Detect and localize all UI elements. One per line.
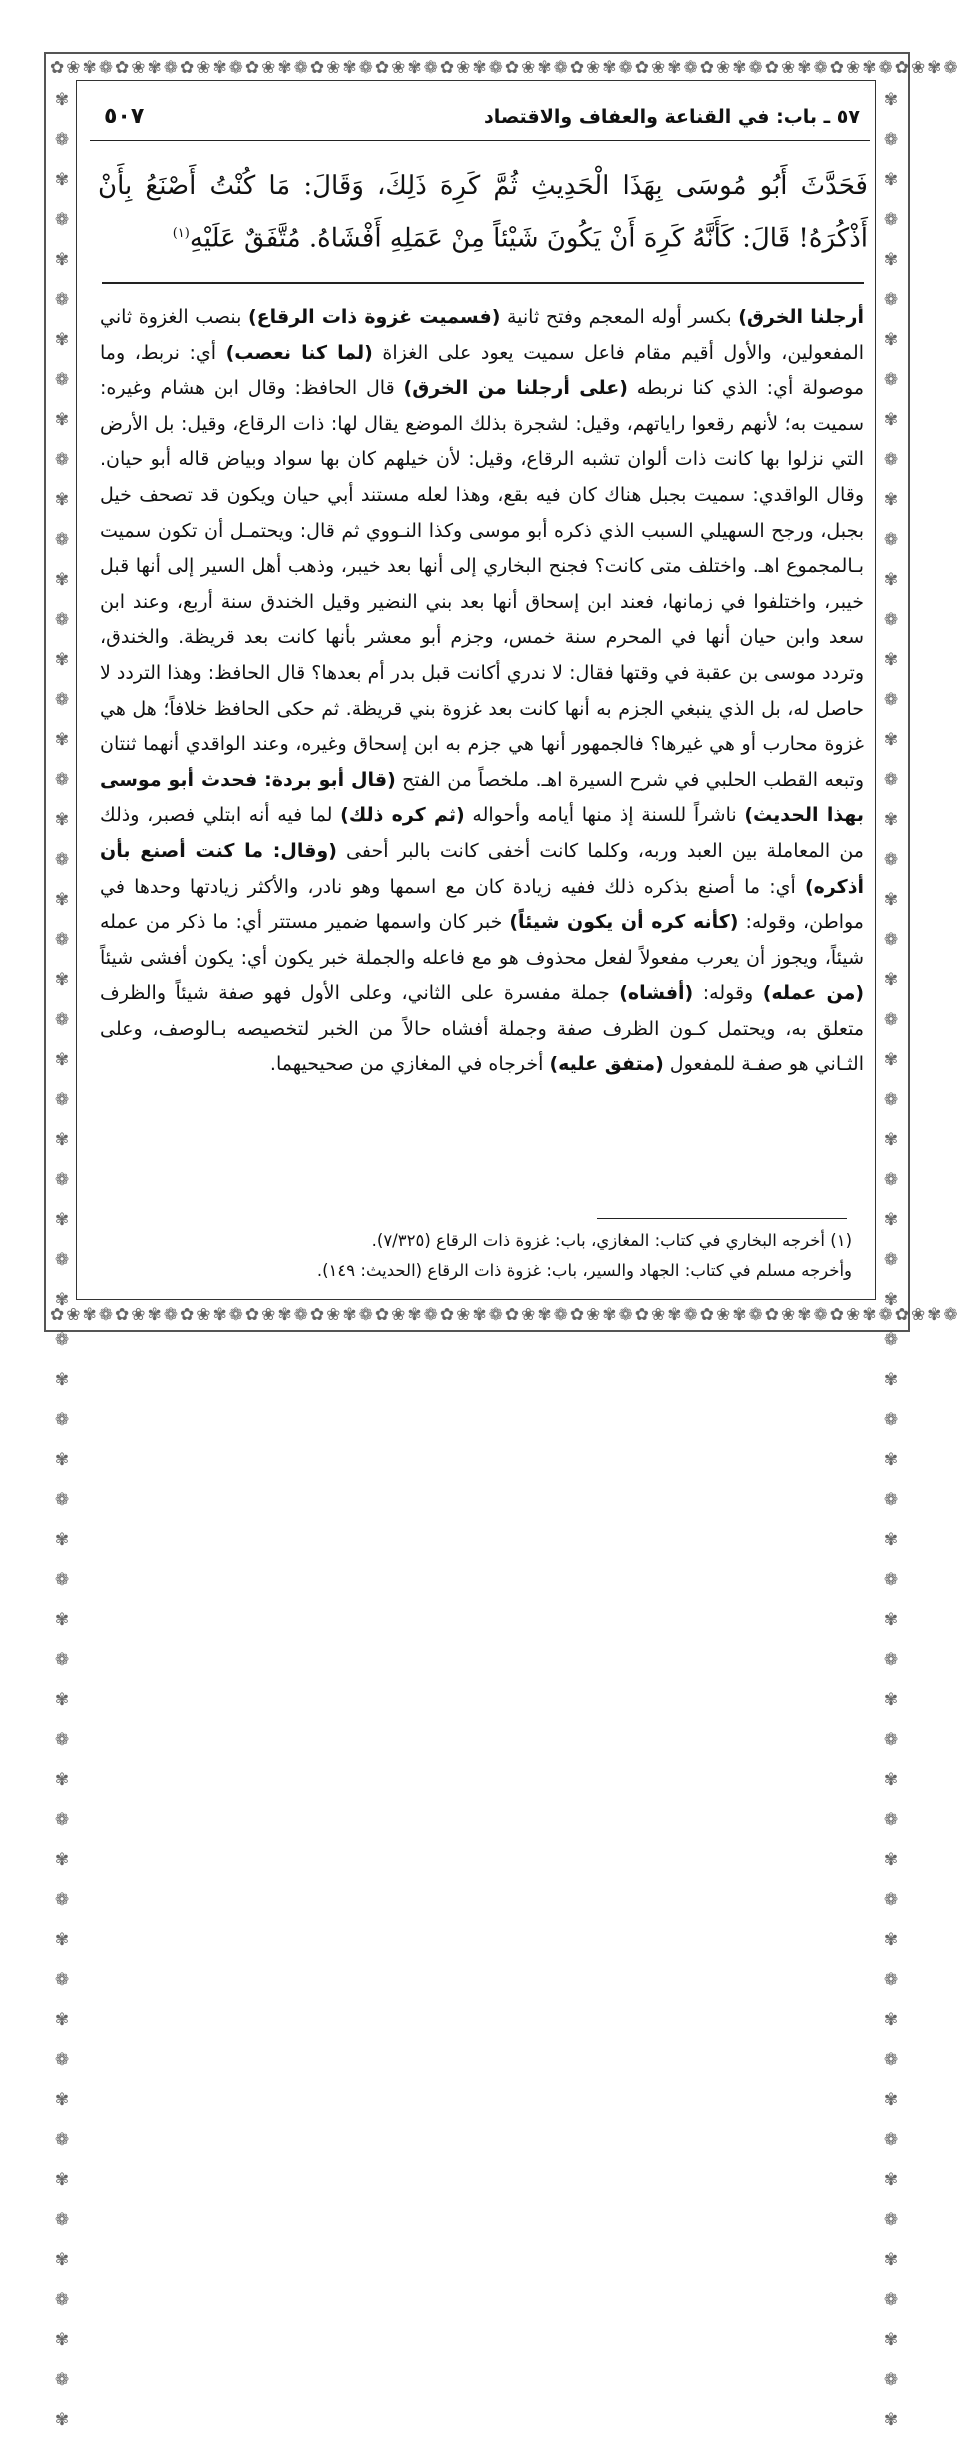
commentary-segment: أخرجاه في المغازي من صحيحيهما. — [269, 1053, 550, 1076]
hadith-text — [98, 162, 868, 263]
ornament-left: ✾❁✾❁✾❁✾❁✾❁✾❁✾❁✾❁✾❁✾❁✾❁✾❁✾❁✾❁✾❁✾❁✾❁✾❁✾❁✾❁✾❁✾❁✾❁✾❁✾❁✾❁✾❁✾❁✾❁✾ — [54, 90, 72, 2430]
commentary-quote: (أفشاه) — [619, 982, 694, 1005]
commentary-paragraph — [100, 300, 864, 1083]
commentary-quote: أرجلنا الخرق) — [738, 306, 864, 328]
commentary-quote: (لما كنا نعصب) — [225, 341, 373, 364]
commentary-quote: (على أرجلنا من الخرق) — [403, 377, 628, 400]
running-header — [90, 96, 860, 136]
header-divider — [90, 140, 870, 141]
footnote-2: وأخرجه مسلم في كتاب: الجهاد والسير، باب: غزوة ذات الرقاع (الحديث: ١٤٩). — [316, 1261, 852, 1280]
footnote-reference: (١) — [172, 226, 190, 241]
commentary-segment: وقوله: — [693, 982, 763, 1005]
commentary-quote: (كأنه كره أن يكون شيئاً) — [509, 911, 739, 934]
commentary-segment: بنصب الغزوة ثاني المفعولين، والأول أقيم مقام فاعل سميت يعود على الغزاة — [100, 306, 864, 364]
commentary-segment: قال الحافظ: وقال ابن هشام وغيره: سميت به؛ لأنهم رقعوا راياتهم، وقيل: لشجرة بذلك الموضع يقال لها: ذات الرقاع، وقيل: بل الأرض التي نزلوا بها كانت ذات ألوان تشبه الرقاع، وقيل: لأن خيلهم كان بها سواد وبياض قاله أبو حيان. وقال الواقدي: سميت بجبل هناك كان فيه بقع، وهذا لعله مستند أبي حيان ويكون قد تصحف خيل بجبل، ورجح السهيلي السبب الذي ذكره أبو موسى وكذا النـووي ثم قال: ويحتمـل أن تكون سميت بـالمجموع اهـ. واختلف متى كانت؟ فجنح البخاري إلى أنها بعد خيبر، وذهب أهل السير إلى أنها قبل خيبر، واختلفوا في زمانها، فعند ابن إسحاق أنها بعد بني النضير وقيل الخندق سنة أربع، وعند ابن سعد وابن حيان أنها في المحرم سنة خمس، وجزم أبو معشر بأنها كانت بعد قريظة. والخندق، وتردد موسى بن عقبة في وقتها فقال: لا ندري أكانت قبل بدر أم بعدها؟ قال الحافظ: وهذا التردد لا حاصل له، بل الذي ينبغي الجزم به أنها كانت بعد غزوة بني قريظة. ثم حكى الحافظ خلافاً؛ هل هي غزوة محارب أو هي غيرها؟ فالجمهور أنها هي جزم به ابن إسحاق وغيره، وعند الواقدي أنهما ثنتان وتبعه القطب الحلبي في شرح السيرة اهـ. ملخصاً من الفتح — [100, 377, 864, 791]
chapter-title: ٥٧ ـ باب: في القناعة والعفاف والاقتصاد — [483, 106, 860, 128]
page-number: ٥٠٧ — [104, 104, 145, 129]
footnote-1: (١) أخرجه البخاري في كتاب: المغازي، باب: غزوة ذات الرقاع (٧/٣٢٥). — [371, 1231, 852, 1250]
hadith-body: فَحَدَّثَ أَبُو مُوسَى بِهَذَا الْحَدِيثِ ثُمَّ كَرِهَ ذَلِكَ، وَقَالَ: مَا كُنْتُ أَصْنَعُ بِأَنْ أَذْكُرَهُ! قَالَ: كَأَنَّهُ كَرِهَ أَنْ يَكُونَ شَيْئاً مِنْ عَمَلِهِ أَفْشَاهُ. مُتَّفَقٌ عَلَيْهِ — [98, 171, 868, 254]
commentary-quote: (ثم كره ذلك) — [340, 804, 465, 827]
commentary-segment: بكسر أوله المعجم وفتح ثانية — [500, 306, 739, 328]
commentary-quote: (وقال: ما كنت أصنع بأن أذكره) — [100, 839, 864, 898]
commentary-quote: (متفق عليه) — [549, 1053, 664, 1076]
commentary-segment: جملة مفسرة على الثاني، وعلى الأول فهو صفة شيئاً والظرف متعلق به، ويحتمل كـون الظرف صفة وجملة أفشاه حالاً من الخبر لتخصيصه بـالوصف، وعلى الثـاني هو صفـة للمفعول — [100, 982, 864, 1076]
commentary-text — [100, 300, 864, 1083]
ornament-right: ✾❁✾❁✾❁✾❁✾❁✾❁✾❁✾❁✾❁✾❁✾❁✾❁✾❁✾❁✾❁✾❁✾❁✾❁✾❁✾❁✾❁✾❁✾❁✾❁✾❁✾❁✾❁✾❁✾❁✾ — [883, 90, 901, 2430]
ornament-top: ✿❀✾❁✿❀✾❁✿❀✾❁✿❀✾❁✿❀✾❁✿❀✾❁✿❀✾❁✿❀✾❁✿❀✾❁✿❀✾❁✿❀✾❁✿❀✾❁✿❀✾❁✿❀✾❁ — [50, 58, 960, 78]
ornament-bottom: ✿❀✾❁✿❀✾❁✿❀✾❁✿❀✾❁✿❀✾❁✿❀✾❁✿❀✾❁✿❀✾❁✿❀✾❁✿❀✾❁✿❀✾❁✿❀✾❁✿❀✾❁✿❀✾❁ — [50, 1305, 960, 1325]
footnote-divider — [597, 1218, 847, 1219]
footnotes — [100, 1226, 852, 1286]
commentary-quote: (فسميت غزوة ذات الرقاع) — [247, 306, 501, 328]
commentary-segment: أي: نربط، وما موصولة أي: الذي كنا نربطه — [100, 341, 865, 400]
commentary-segment: أي: ما أصنع بذكره ذلك ففيه زيادة كان مع اسمها وهو نادر، والأكثر زيادتها وحدها في مواطن، وقوله: — [100, 875, 864, 934]
commentary-segment: خبر كان واسمها ضمير مستتر أي: ما ذكر من عمله شيئاً، ويجوز أن يعرب مفعولاً لفعل محذوف هو مع فاعله والجملة خبر يكون أي: يكون أفشى شيئاً — [100, 911, 864, 969]
commentary-quote: (من عمله) — [762, 982, 865, 1005]
commentary-segment: لما فيه أنه ابتلي فصبر، وذلك من المعاملة بين العبد وربه، وكلما كانت أخفى كانت بالبر أحفى — [100, 804, 864, 862]
section-divider — [102, 282, 864, 284]
commentary-segment: ناشراً للسنة إذ منها أيامه وأحواله — [464, 804, 745, 827]
commentary-quote: (قال أبو بردة: فحدث أبو موسى بهذا الحديث) — [100, 768, 864, 827]
